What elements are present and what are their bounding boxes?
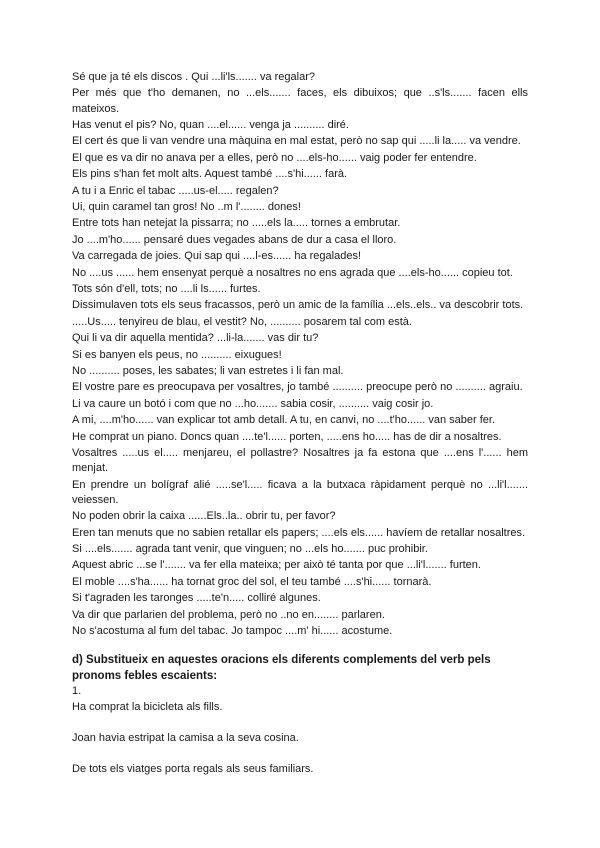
exercise-line: Sé que ja té els discos . Qui ...li'ls....... va regalar? [72,71,315,83]
exercise-line: El moble ....s'ha...... ha tornat groc del sol, el teu també ....s'hi...... tornarà. [72,575,432,588]
exercise-line: Tots són d'ell, tots; no ....li ls...... furtes. [72,282,261,295]
exercise-list [72,70,528,639]
exercise-line: Entre tots han netejat la pissarra; no .....els la..... tornes a embrutar. [72,217,401,230]
task-sentence: De tots els viatges porta regals als seus familiars. [72,762,314,775]
exercise-line: No poden obrir la caixa ......Els..la.. obrir tu, per favor? [72,510,336,523]
exercise-line: A mi, ....m'ho...... van explicar tot amb detall. A tu, en canvi, no ....t'ho...... van saber fer. [72,414,496,427]
exercise-line: Ui, quin caramel tan gros! No ..m l'........ dones! [72,201,301,214]
exercise-line: Li va caure un botó i com que no ...ho....... sabia cosir, .......... vaig cosir jo. [72,397,434,410]
exercise-line: He comprat un piano. Doncs quan ....te'l...... porten, .....ens ho..... has de dir a nosaltres. [72,430,502,443]
exercise-line: El cert és que li van vendre una màquina en mal estat, però no sap qui .....li la..... va vendre. [72,135,521,148]
exercise-line: En prendre un bolígraf alié .....se'l..... ficava a la butxaca ràpidament perquè no ...li'l....... veiessen. [72,478,528,506]
exercise-line: Qui li va dir aquella mentida? ...li-la....... vas dir tu? [72,332,319,345]
exercise-line: Has venut el pis? No, quan ....el...... venga ja .......... diré. [72,119,349,132]
exercise-line: El que es va dir no anava per a elles, però no ....els-ho...... vaig poder fer entendre. [72,151,477,164]
exercise-line: Si ....els....... agrada tant venir, que vinguen; no ...els ho....... puc prohibir. [72,543,428,556]
exercise-line: Si t'agraden les taronges .....te'n..... colliré algunes. [72,592,321,605]
exercise-line: Aquest abric ...se l'....... va fer ella mateixa; per això té tanta por que ...li'l....... furten. [72,559,481,572]
exercise-line: A tu i a Enric el tabac .....us-el..... regalen? [72,184,279,197]
exercise-line: .....Us..... tenyireu de blau, el vestit? No, .......... posarem tal com està. [72,315,412,328]
exercise-line: No .......... poses, les sabates; li van estretes i li fan mal. [72,364,344,377]
exercise-line: Dissimulaven tots els seus fracassos, però un amic de la família ...els..els.. va descobrir tots. [72,299,524,312]
exercise-line: El vostre pare es preocupava per vosaltres, jo també .......... preocupe però no .......... agraiu. [72,381,523,394]
exercise-line: Si es banyen els peus, no .......... eixugues! [72,348,282,361]
section-d-number: 1. [72,685,82,698]
exercise-line: No ....us ...... hem ensenyat perquè a nosaltres no ens agrada que ....els-ho...... copieu tot. [72,266,513,279]
exercise-line: Els pins s'han fet molt alts. Aquest també ....s'hi...... farà. [72,168,348,181]
exercise-line: Eren tan menuts que no sabien retallar els papers; ....els els...... havíem de retallar nosaltres. [72,526,526,539]
task-sentence: Ha comprat la bicicleta als fills. [72,700,223,713]
exercise-line: Va carregada de joies. Qui sap qui ....l-es...... ha regalades! [72,250,362,263]
exercise-line: Vosaltres .....us el..... menjareu, el pollastre? Nosaltres ja fa estona que ....ens l'...... hem menjat. [72,446,528,475]
section-d-heading: d) Substitueix en aquestes oracions els diferents complements del verb pels pronoms febles escaients: [72,654,491,682]
task-sentence: Joan havia estripat la camisa a la seva cosina. [72,731,299,744]
exercise-line: Per més que t'ho demanen, no ...els....... faces, els dibuixos; que ..s'ls....... facen ells mateixos. [72,87,528,115]
exercise-line: No s'acostuma al fum del tabac. Jo tampoc ....m' hi...... acostume. [72,625,393,637]
exercise-line: Va dir que parlarien del problema, però no ..no en........ parlaren. [72,608,385,621]
exercise-line: Jo ....m'ho...... pensaré dues vegades abans de dur a casa el lloro. [72,233,397,246]
